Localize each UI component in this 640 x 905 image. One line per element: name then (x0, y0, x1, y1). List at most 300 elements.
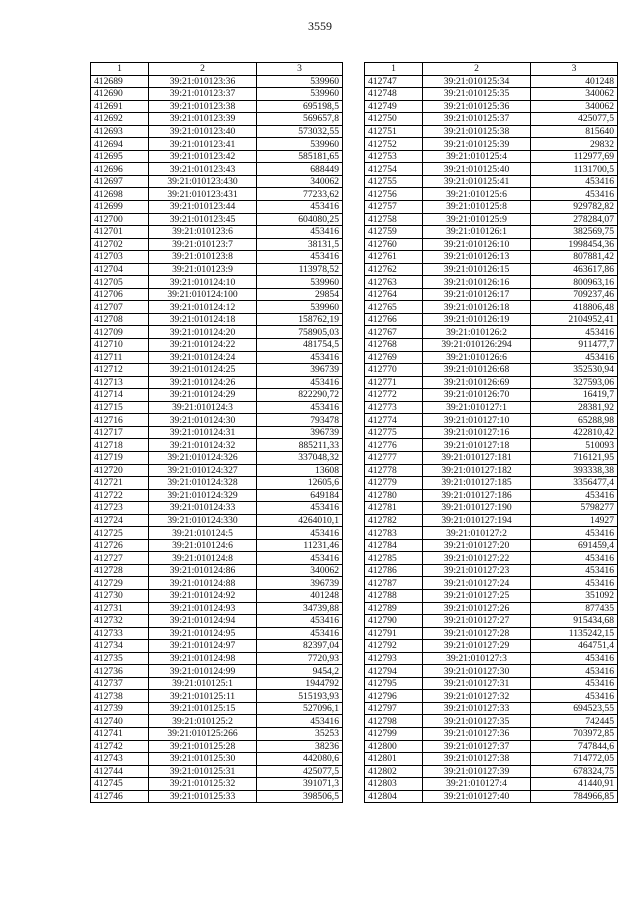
cadastral-number-cell: 39:21:010123:42 (149, 150, 257, 163)
cadastral-number-cell: 39:21:010125:266 (149, 727, 257, 740)
table-row (365, 238, 618, 251)
row-number-cell: 412802 (365, 765, 423, 778)
value-cell: 678324,75 (531, 765, 618, 778)
value-cell: 649184 (257, 489, 343, 502)
table-row (365, 439, 618, 452)
table-row (91, 150, 343, 163)
value-cell: 539960 (257, 276, 343, 289)
cadastral-number-cell: 39:21:010127:32 (423, 690, 531, 703)
value-cell: 453416 (531, 665, 618, 678)
row-number-cell: 412796 (365, 690, 423, 703)
row-number-cell: 412751 (365, 125, 423, 138)
table-row (365, 765, 618, 778)
cadastral-number-cell: 39:21:010124:329 (149, 489, 257, 502)
row-number-cell: 412799 (365, 727, 423, 740)
table-row (91, 288, 343, 301)
table-row (365, 276, 618, 289)
cadastral-number-cell: 39:21:010125:31 (149, 765, 257, 778)
cadastral-number-cell: 39:21:010125:2 (149, 715, 257, 728)
value-cell: 885211,33 (257, 439, 343, 452)
cadastral-number-cell: 39:21:010126:17 (423, 288, 531, 301)
row-number-cell: 412747 (365, 75, 423, 88)
cadastral-number-cell: 39:21:010127:185 (423, 477, 531, 490)
table-row (91, 502, 343, 515)
value-cell: 13608 (257, 464, 343, 477)
table-row (91, 376, 343, 389)
table-row (91, 188, 343, 201)
cadastral-number-cell: 39:21:010125:36 (423, 100, 531, 113)
table-row (91, 790, 343, 803)
value-cell: 65288,98 (531, 414, 618, 427)
cadastral-number-cell: 39:21:010127:38 (423, 753, 531, 766)
row-number-cell: 412706 (91, 288, 149, 301)
cadastral-number-cell: 39:21:010126:19 (423, 313, 531, 326)
table-row (365, 389, 618, 402)
row-number-cell: 412775 (365, 426, 423, 439)
table-row (365, 213, 618, 226)
cadastral-number-cell: 39:21:010124:328 (149, 477, 257, 490)
row-number-cell: 412782 (365, 514, 423, 527)
table-header-row (91, 63, 343, 76)
table-row (91, 276, 343, 289)
value-cell: 5798277 (531, 502, 618, 515)
row-number-cell: 412727 (91, 552, 149, 565)
row-number-cell: 412707 (91, 301, 149, 314)
table-row (365, 489, 618, 502)
row-number-cell: 412763 (365, 276, 423, 289)
cadastral-number-cell: 39:21:010124:33 (149, 502, 257, 515)
row-number-cell: 412743 (91, 753, 149, 766)
row-number-cell: 412786 (365, 564, 423, 577)
table-row (91, 527, 343, 540)
cadastral-number-cell: 39:21:010126:69 (423, 376, 531, 389)
table-row (365, 263, 618, 276)
value-cell: 12605,6 (257, 477, 343, 490)
table-row (91, 201, 343, 214)
table-row (365, 477, 618, 490)
row-number-cell: 412788 (365, 589, 423, 602)
table-row (91, 602, 343, 615)
table-row (91, 577, 343, 590)
cadastral-number-cell: 39:21:010125:9 (423, 213, 531, 226)
table-row (91, 564, 343, 577)
table-row (91, 477, 343, 490)
value-cell: 340062 (257, 175, 343, 188)
table-row (365, 401, 618, 414)
row-number-cell: 412744 (91, 765, 149, 778)
cadastral-number-cell: 39:21:010123:9 (149, 263, 257, 276)
table-row (91, 326, 343, 339)
value-cell: 453416 (531, 690, 618, 703)
table-row (91, 138, 343, 151)
row-number-cell: 412722 (91, 489, 149, 502)
value-cell: 1998454,36 (531, 238, 618, 251)
cadastral-number-cell: 39:21:010123:430 (149, 175, 257, 188)
value-cell: 398506,5 (257, 790, 343, 803)
table-row (365, 175, 618, 188)
value-cell: 9454,2 (257, 665, 343, 678)
value-cell: 703972,85 (531, 727, 618, 740)
table-row (365, 125, 618, 138)
cadastral-number-cell: 39:21:010126:15 (423, 263, 531, 276)
value-cell: 14927 (531, 514, 618, 527)
cadastral-number-cell: 39:21:010123:8 (149, 251, 257, 264)
table-row (365, 727, 618, 740)
cadastral-number-cell: 39:21:010126:18 (423, 301, 531, 314)
row-number-cell: 412689 (91, 75, 149, 88)
row-number-cell: 412800 (365, 740, 423, 753)
row-number-cell: 412772 (365, 389, 423, 402)
row-number-cell: 412696 (91, 163, 149, 176)
row-number-cell: 412785 (365, 552, 423, 565)
table-row (365, 113, 618, 126)
row-number-cell: 412787 (365, 577, 423, 590)
row-number-cell: 412717 (91, 426, 149, 439)
row-number-cell: 412738 (91, 690, 149, 703)
cadastral-number-cell: 39:21:010124:326 (149, 451, 257, 464)
row-number-cell: 412762 (365, 263, 423, 276)
table-row (91, 715, 343, 728)
row-number-cell: 412780 (365, 489, 423, 502)
row-number-cell: 412745 (91, 778, 149, 791)
cadastral-number-cell: 39:21:010125:28 (149, 740, 257, 753)
cadastral-number-cell: 39:21:010127:4 (423, 778, 531, 791)
row-number-cell: 412778 (365, 464, 423, 477)
cadastral-number-cell: 39:21:010125:41 (423, 175, 531, 188)
table-row (91, 313, 343, 326)
cadastral-number-cell: 39:21:010123:45 (149, 213, 257, 226)
value-cell: 327593,06 (531, 376, 618, 389)
table-row (91, 677, 343, 690)
value-cell: 510093 (531, 439, 618, 452)
cadastral-number-cell: 39:21:010125:1 (149, 677, 257, 690)
value-cell: 604080,25 (257, 213, 343, 226)
row-number-cell: 412729 (91, 577, 149, 590)
cadastral-number-cell: 39:21:010123:43 (149, 163, 257, 176)
row-number-cell: 412779 (365, 477, 423, 490)
cadastral-number-cell: 39:21:010126:16 (423, 276, 531, 289)
value-cell: 453416 (257, 502, 343, 515)
cadastral-number-cell: 39:21:010124:99 (149, 665, 257, 678)
table-row (365, 552, 618, 565)
cadastral-number-cell: 39:21:010127:23 (423, 564, 531, 577)
cadastral-number-cell: 39:21:010124:29 (149, 389, 257, 402)
value-cell: 337048,32 (257, 451, 343, 464)
value-cell: 340062 (257, 564, 343, 577)
value-cell: 453416 (531, 527, 618, 540)
table-row (91, 414, 343, 427)
cadastral-number-cell: 39:21:010124:18 (149, 313, 257, 326)
cadastral-number-cell: 39:21:010125:38 (423, 125, 531, 138)
row-number-cell: 412690 (91, 88, 149, 101)
table-row (365, 652, 618, 665)
table-row (365, 665, 618, 678)
cadastral-number-cell: 39:21:010127:1 (423, 401, 531, 414)
table-row (365, 364, 618, 377)
value-cell: 464751,4 (531, 640, 618, 653)
row-number-cell: 412765 (365, 301, 423, 314)
cadastral-number-cell: 39:21:010125:8 (423, 201, 531, 214)
cadastral-number-cell: 39:21:010127:26 (423, 602, 531, 615)
row-number-cell: 412768 (365, 339, 423, 352)
table-row (365, 75, 618, 88)
row-number-cell: 412734 (91, 640, 149, 653)
row-number-cell: 412764 (365, 288, 423, 301)
value-cell: 396739 (257, 426, 343, 439)
value-cell: 453416 (531, 489, 618, 502)
value-cell: 391071,3 (257, 778, 343, 791)
value-cell: 418806,48 (531, 301, 618, 314)
row-number-cell: 412728 (91, 564, 149, 577)
value-cell: 113978,52 (257, 263, 343, 276)
value-cell: 688449 (257, 163, 343, 176)
value-cell: 515193,93 (257, 690, 343, 703)
value-cell: 463617,86 (531, 263, 618, 276)
row-number-cell: 412697 (91, 175, 149, 188)
cadastral-number-cell: 39:21:010123:39 (149, 113, 257, 126)
column-header: 3 (531, 63, 618, 76)
value-cell: 585181,65 (257, 150, 343, 163)
table-row (91, 75, 343, 88)
table-row (365, 502, 618, 515)
cadastral-number-cell: 39:21:010123:37 (149, 88, 257, 101)
table-row (365, 201, 618, 214)
value-cell: 34739,88 (257, 602, 343, 615)
cadastral-number-cell: 39:21:010124:22 (149, 339, 257, 352)
row-number-cell: 412712 (91, 364, 149, 377)
row-number-cell: 412723 (91, 502, 149, 515)
cadastral-number-cell: 39:21:010127:33 (423, 702, 531, 715)
value-cell: 396739 (257, 577, 343, 590)
value-cell: 453416 (531, 677, 618, 690)
table-row (91, 615, 343, 628)
table-row (91, 690, 343, 703)
cadastral-number-cell: 39:21:010126:6 (423, 351, 531, 364)
table-row (365, 451, 618, 464)
table-row (91, 451, 343, 464)
value-cell: 351092 (531, 589, 618, 602)
value-cell: 425077,5 (531, 113, 618, 126)
row-number-cell: 412770 (365, 364, 423, 377)
value-cell: 453416 (531, 577, 618, 590)
table-row (91, 665, 343, 678)
column-header: 1 (365, 63, 423, 76)
value-cell: 4264010,1 (257, 514, 343, 527)
value-cell: 442080,6 (257, 753, 343, 766)
table-row (91, 238, 343, 251)
value-cell: 393338,38 (531, 464, 618, 477)
row-number-cell: 412692 (91, 113, 149, 126)
value-cell: 340062 (531, 100, 618, 113)
cadastral-number-cell: 39:21:010125:4 (423, 150, 531, 163)
cadastral-number-cell: 39:21:010125:30 (149, 753, 257, 766)
row-number-cell: 412749 (365, 100, 423, 113)
table-row (91, 389, 343, 402)
table-row (91, 426, 343, 439)
cadastral-number-cell: 39:21:010127:194 (423, 514, 531, 527)
value-cell: 877435 (531, 602, 618, 615)
table-row (365, 376, 618, 389)
value-cell: 425077,5 (257, 765, 343, 778)
value-cell: 401248 (257, 589, 343, 602)
registry-table-left (90, 62, 343, 803)
cadastral-number-cell: 39:21:010124:10 (149, 276, 257, 289)
row-number-cell: 412705 (91, 276, 149, 289)
cadastral-number-cell: 39:21:010124:3 (149, 401, 257, 414)
value-cell: 453416 (257, 351, 343, 364)
value-cell: 29832 (531, 138, 618, 151)
row-number-cell: 412774 (365, 414, 423, 427)
value-cell: 453416 (257, 715, 343, 728)
table-row (365, 188, 618, 201)
row-number-cell: 412701 (91, 226, 149, 239)
table-row (91, 652, 343, 665)
row-number-cell: 412759 (365, 226, 423, 239)
cadastral-number-cell: 39:21:010124:6 (149, 539, 257, 552)
value-cell: 695198,5 (257, 100, 343, 113)
cadastral-number-cell: 39:21:010124:20 (149, 326, 257, 339)
value-cell: 453416 (257, 615, 343, 628)
column-header: 2 (149, 63, 257, 76)
value-cell: 691459,4 (531, 539, 618, 552)
table-row (365, 702, 618, 715)
table-row (91, 589, 343, 602)
row-number-cell: 412739 (91, 702, 149, 715)
row-number-cell: 412710 (91, 339, 149, 352)
cadastral-number-cell: 39:21:010127:29 (423, 640, 531, 653)
row-number-cell: 412784 (365, 539, 423, 552)
row-number-cell: 412713 (91, 376, 149, 389)
value-cell: 1944792 (257, 677, 343, 690)
row-number-cell: 412730 (91, 589, 149, 602)
table-row (91, 88, 343, 101)
cadastral-number-cell: 39:21:010127:190 (423, 502, 531, 515)
cadastral-number-cell: 39:21:010124:88 (149, 577, 257, 590)
cadastral-number-cell: 39:21:010125:15 (149, 702, 257, 715)
cadastral-number-cell: 39:21:010127:24 (423, 577, 531, 590)
cadastral-number-cell: 39:21:010125:35 (423, 88, 531, 101)
row-number-cell: 412694 (91, 138, 149, 151)
table-row (365, 514, 618, 527)
cadastral-number-cell: 39:21:010123:41 (149, 138, 257, 151)
value-cell: 396739 (257, 364, 343, 377)
cadastral-number-cell: 39:21:010127:30 (423, 665, 531, 678)
row-number-cell: 412793 (365, 652, 423, 665)
cadastral-number-cell: 39:21:010124:92 (149, 589, 257, 602)
row-number-cell: 412781 (365, 502, 423, 515)
table-row (91, 213, 343, 226)
row-number-cell: 412733 (91, 627, 149, 640)
cadastral-number-cell: 39:21:010124:26 (149, 376, 257, 389)
table-row (91, 514, 343, 527)
row-number-cell: 412754 (365, 163, 423, 176)
cadastral-number-cell: 39:21:010127:16 (423, 426, 531, 439)
cadastral-number-cell: 39:21:010124:31 (149, 426, 257, 439)
row-number-cell: 412724 (91, 514, 149, 527)
row-number-cell: 412725 (91, 527, 149, 540)
cadastral-number-cell: 39:21:010124:98 (149, 652, 257, 665)
row-number-cell: 412755 (365, 175, 423, 188)
row-number-cell: 412718 (91, 439, 149, 452)
row-number-cell: 412748 (365, 88, 423, 101)
table-row (365, 690, 618, 703)
value-cell: 758905,03 (257, 326, 343, 339)
row-number-cell: 412719 (91, 451, 149, 464)
value-cell: 453416 (531, 564, 618, 577)
row-number-cell: 412776 (365, 439, 423, 452)
row-number-cell: 412698 (91, 188, 149, 201)
value-cell: 709237,46 (531, 288, 618, 301)
row-number-cell: 412702 (91, 238, 149, 251)
table-row (91, 640, 343, 653)
row-number-cell: 412699 (91, 201, 149, 214)
cadastral-number-cell: 39:21:010124:12 (149, 301, 257, 314)
table-row (365, 615, 618, 628)
cadastral-number-cell: 39:21:010127:39 (423, 765, 531, 778)
value-cell: 569657,8 (257, 113, 343, 126)
cadastral-number-cell: 39:21:010124:327 (149, 464, 257, 477)
cadastral-number-cell: 39:21:010127:40 (423, 790, 531, 803)
table-row (365, 426, 618, 439)
value-cell: 11231,46 (257, 539, 343, 552)
value-cell: 915434,68 (531, 615, 618, 628)
cadastral-number-cell: 39:21:010127:10 (423, 414, 531, 427)
row-number-cell: 412704 (91, 263, 149, 276)
table-row (91, 301, 343, 314)
row-number-cell: 412720 (91, 464, 149, 477)
table-row (91, 740, 343, 753)
row-number-cell: 412731 (91, 602, 149, 615)
row-number-cell: 412801 (365, 753, 423, 766)
value-cell: 1131700,5 (531, 163, 618, 176)
value-cell: 29854 (257, 288, 343, 301)
cadastral-number-cell: 39:21:010125:32 (149, 778, 257, 791)
column-header: 3 (257, 63, 343, 76)
value-cell: 82397,04 (257, 640, 343, 653)
cadastral-number-cell: 39:21:010127:3 (423, 652, 531, 665)
table-row (91, 351, 343, 364)
row-number-cell: 412715 (91, 401, 149, 414)
table-row (91, 175, 343, 188)
table-row (365, 138, 618, 151)
cadastral-number-cell: 39:21:010127:36 (423, 727, 531, 740)
cadastral-number-cell: 39:21:010124:95 (149, 627, 257, 640)
cadastral-number-cell: 39:21:010127:181 (423, 451, 531, 464)
table-header-row (365, 63, 618, 76)
cadastral-number-cell: 39:21:010127:2 (423, 527, 531, 540)
value-cell: 453416 (531, 351, 618, 364)
value-cell: 1135242,15 (531, 627, 618, 640)
value-cell: 340062 (531, 88, 618, 101)
value-cell: 38236 (257, 740, 343, 753)
value-cell: 573032,55 (257, 125, 343, 138)
table-row (365, 640, 618, 653)
table-row (91, 727, 343, 740)
value-cell: 539960 (257, 88, 343, 101)
table-row (91, 125, 343, 138)
cadastral-number-cell: 39:21:010123:38 (149, 100, 257, 113)
value-cell: 3356477,4 (531, 477, 618, 490)
cadastral-number-cell: 39:21:010127:20 (423, 539, 531, 552)
row-number-cell: 412789 (365, 602, 423, 615)
row-number-cell: 412777 (365, 451, 423, 464)
table-row (91, 163, 343, 176)
row-number-cell: 412735 (91, 652, 149, 665)
table-row (91, 251, 343, 264)
row-number-cell: 412691 (91, 100, 149, 113)
row-number-cell: 412795 (365, 677, 423, 690)
cadastral-number-cell: 39:21:010123:44 (149, 201, 257, 214)
